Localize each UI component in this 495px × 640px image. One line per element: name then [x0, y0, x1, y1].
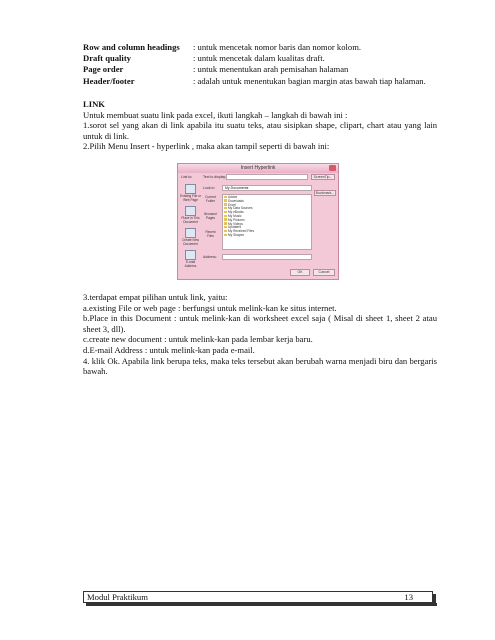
intro-text: Untuk membuat suatu link pada excel, ikuti langkah – langkah di bawah ini :	[83, 109, 348, 120]
step-4: 4. klik Ok. Apabila link berupa teks, maka teks tersebut akan berubah warna menjadi biru dan bergaris bawah.	[83, 355, 437, 377]
list-item: Excel	[223, 203, 311, 207]
list-item: My Pictures	[223, 218, 311, 222]
list-item: My Received Files	[223, 229, 311, 233]
link-to-label: Link to:	[181, 175, 193, 179]
text-to-display-field	[226, 174, 308, 180]
list-item: Adobe	[223, 195, 311, 199]
page-footer	[83, 591, 433, 603]
list-item: My eBooks	[223, 210, 311, 214]
document-icon	[185, 206, 196, 216]
side-recent-files: Recent Files	[205, 230, 216, 238]
look-in-field: My Documents	[222, 185, 312, 191]
option-d: d.E-mail Address : untuk melink-kan pada e-mail.	[83, 344, 255, 355]
screentip-button: ScreenTip...	[311, 174, 335, 180]
section-heading: LINK	[83, 99, 105, 109]
link-option-existing-file: Existing File or Web Page	[180, 183, 201, 199]
definition-term: Header/footer	[83, 75, 135, 86]
file-list	[222, 194, 312, 250]
ok-button: OK	[290, 269, 310, 276]
footer-title: Modul Praktikum	[87, 592, 148, 602]
definition-desc: : untuk menentukan arah pemisahan halaman	[193, 64, 349, 75]
definition-term: Page order	[83, 64, 124, 75]
step-1: 1.sorot sel yang akan di link apabila itu suatu teks, atau sisipkan shape, clipart, chart atau yang lain untuk di link.	[83, 120, 437, 141]
new-document-icon	[185, 228, 196, 238]
email-icon	[185, 250, 196, 260]
dialog-title: Insert Hyperlink	[178, 164, 338, 173]
list-item: My Music	[223, 214, 311, 218]
list-item: My Videos	[223, 222, 311, 226]
definition-term: Draft quality	[83, 53, 131, 64]
link-option-place-in-document: Place in This Document	[180, 205, 201, 221]
close-icon	[329, 165, 336, 171]
step-3: 3.terdapat empat pilihan untuk link, yaitu:	[83, 291, 228, 302]
definition-desc: : untuk mencetak dalam kualitas draft.	[193, 53, 325, 64]
print-options-definitions	[83, 42, 443, 87]
definition-row	[83, 64, 443, 75]
footer-shadow-bottom	[86, 603, 437, 606]
definition-desc: : untuk mencetak nomor baris dan nomor kolom.	[193, 42, 362, 52]
link-option-email: E-mail Address	[180, 249, 201, 265]
list-item: Updater5	[223, 225, 311, 229]
address-field	[222, 254, 312, 260]
definition-row	[83, 76, 443, 87]
look-in-label: Look in:	[203, 186, 216, 190]
link-option-new-document: Create New Document	[180, 227, 201, 243]
cancel-button: Cancel	[313, 269, 335, 276]
option-c: c.create new document : untuk melink-kan pada lembar kerja baru.	[83, 334, 313, 345]
side-current-folder: Current Folder	[205, 195, 216, 203]
list-item: My Shapes	[223, 233, 311, 237]
definition-desc: : adalah untuk menentukan bagian margin atas bawah tiap halaman.	[193, 75, 426, 86]
list-item: Downloads	[223, 199, 311, 203]
side-browsed-pages: Browsed Pages	[204, 212, 217, 220]
step-2: 2.Pilih Menu Insert - hyperlink , maka akan tampil seperti di bawah ini:	[83, 141, 330, 152]
address-label: Address:	[203, 255, 217, 259]
option-b: b.Place in this Document : untuk melink-kan di worksheet excel saja ( Misal di sheet 1, sheet 2 atau sheet 3, dll).	[83, 313, 437, 334]
definition-row	[83, 53, 443, 64]
globe-icon	[185, 184, 196, 194]
definition-row	[83, 42, 443, 53]
insert-hyperlink-dialog-figure	[177, 163, 339, 280]
text-to-display-label: Text to display:	[203, 175, 227, 179]
definition-term: Row and column headings	[83, 42, 180, 52]
option-a: a.existing File or web page : berfungsi untuk melink-kan ke situs internet.	[83, 302, 337, 313]
page-number: 13	[404, 592, 413, 602]
list-item: My Data Sources	[223, 206, 311, 210]
bookmark-button: Bookmark...	[315, 191, 335, 195]
